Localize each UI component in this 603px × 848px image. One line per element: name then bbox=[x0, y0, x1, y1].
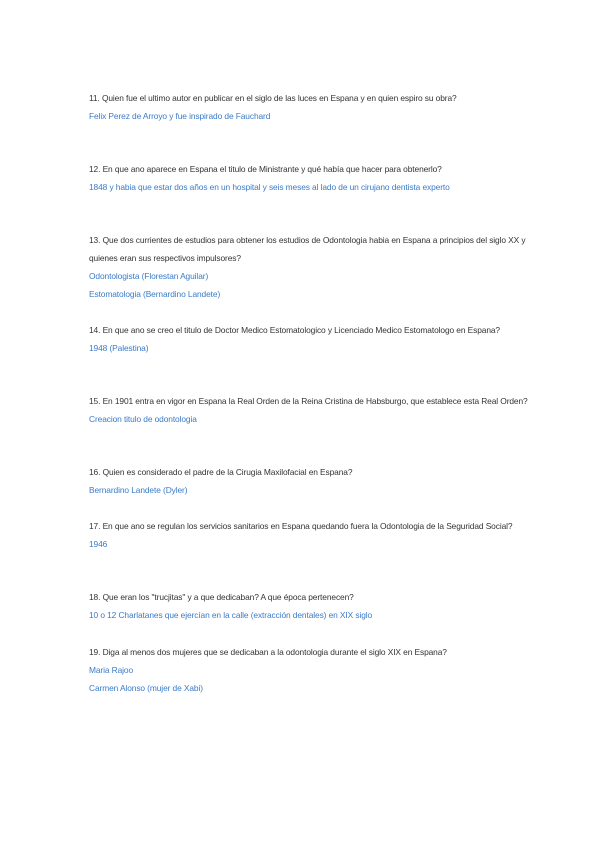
question-block-14 bbox=[89, 321, 539, 357]
answer-13-line-2: Estomatologia (Bernardino Landete) bbox=[89, 289, 221, 299]
question-14-text: 14. En que ano se creo el titulo de Doctor Medico Estomatologico y Licenciado Medico Estomatologo en Espana? bbox=[89, 325, 500, 335]
question-18-text: 18. Que eran los "trucjitas" y a que dedicaban? A que época pertenecen? bbox=[89, 592, 354, 602]
question-block-13 bbox=[89, 231, 539, 303]
question-block-19 bbox=[89, 643, 539, 697]
question-17-text: 17. En que ano se regulan los servicios sanitarios en Espana quedando fuera la Odontologia de la Seguridad Social? bbox=[89, 521, 513, 531]
answer-12-line-1: 1848 y habia que estar dos años en un hospital y seis meses al lado de un cirujano dentista experto bbox=[89, 182, 450, 192]
answer-17-line-1: 1946 bbox=[89, 539, 108, 549]
answer-19-line-1: Maria Rajoo bbox=[89, 665, 134, 675]
question-block-11 bbox=[89, 89, 539, 125]
answer-14-line-1: 1948 (Palestina) bbox=[89, 343, 149, 353]
question-19-text: 19. Diga al menos dos mujeres que se dedicaban a la odontologia durante el siglo XIX en Espana? bbox=[89, 647, 447, 657]
question-block-16 bbox=[89, 463, 539, 499]
answer-18-line-1: 10 o 12 Charlatanes que ejercían en la calle (extracción dentales) en XIX siglo bbox=[89, 610, 373, 620]
answer-13-line-1: Odontologista (Florestan Aguilar) bbox=[89, 271, 209, 281]
answer-15-line-1: Creacion titulo de odontologia bbox=[89, 414, 197, 424]
question-13-text: 13. Que dos currientes de estudios para obtener los estudios de Odontologia habia en Espana a principios del siglo XX y quienes eran sus respectivos impulsores? bbox=[89, 235, 526, 263]
answer-11-line-1: Felix Perez de Arroyo y fue inspirado de Fauchard bbox=[89, 111, 271, 121]
question-block-15 bbox=[89, 392, 539, 428]
question-block-17 bbox=[89, 517, 539, 553]
question-15-text: 15. En 1901 entra en vigor en Espana la Real Orden de la Reina Cristina de Habsburgo, que establece esta Real Orden? bbox=[89, 396, 528, 406]
answer-16-line-1: Bernardino Landete (Dyler) bbox=[89, 485, 188, 495]
question-11-text: 11. Quien fue el ultimo autor en publicar en el siglo de las luces en Espana y en quien espiro su obra? bbox=[89, 93, 457, 103]
question-16-text: 16. Quien es considerado el padre de la Cirugia Maxilofacial en Espana? bbox=[89, 467, 353, 477]
question-block-18 bbox=[89, 588, 539, 624]
question-12-text: 12. En que ano aparece en Espana el titulo de Ministrante y qué había que hacer para obtenerlo? bbox=[89, 164, 442, 174]
question-block-12 bbox=[89, 160, 539, 196]
answer-19-line-2: Carmen Alonso (mujer de Xabi) bbox=[89, 683, 203, 693]
